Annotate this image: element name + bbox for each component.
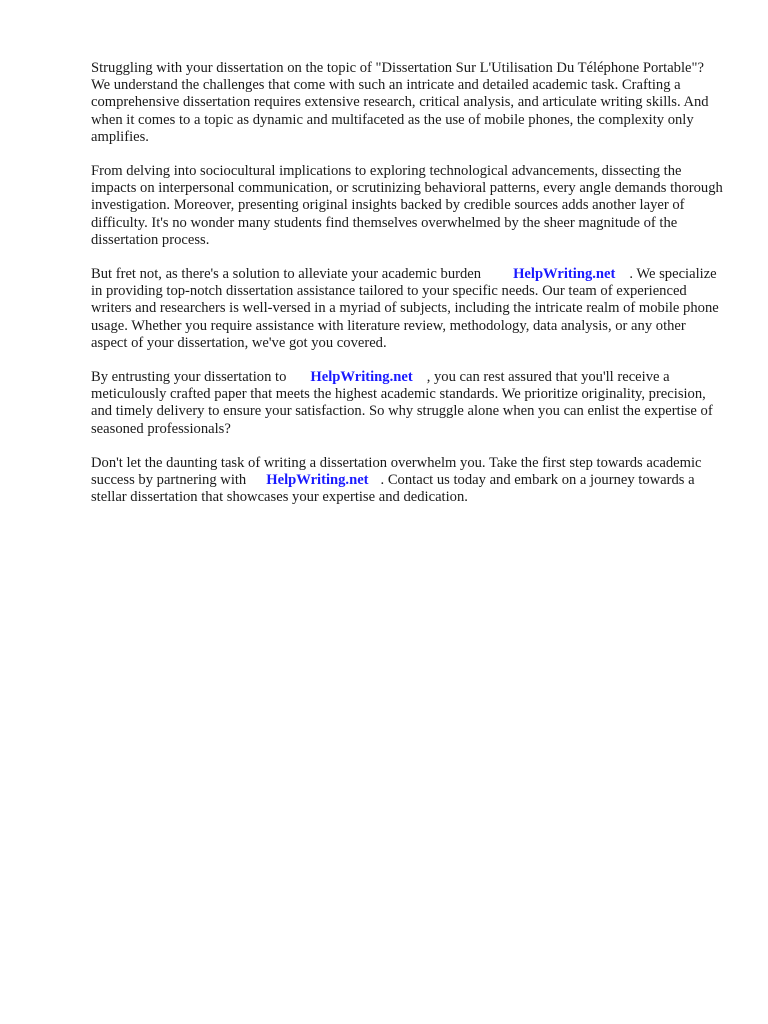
paragraph-entrusting-text-after: , you can rest assured that you'll receive a meticulously crafted paper that meets the highest academic standards. We prioritize originality, precision, and timely delivery to ensure your satisfaction. So why struggle alone when you can enlist the expertise of seasoned professionals?: [91, 369, 713, 437]
paragraph-solution-text-after: . We specialize in providing top-notch dissertation assistance tailored to your specific needs. Our team of experienced writers and researchers is well-versed in a myriad of subjects, including the intricate realm of mobile phone usage. Whether you require assistance with literature review, methodology, data analysis, or any other aspect of your dissertation, we've got you covered.: [91, 266, 719, 351]
paragraph-challenges: From delving into sociocultural implications to exploring technological advancements, dissecting the impacts on interpersonal communication, or scrutinizing behavioral patterns, every angle demands thorough investigation. Moreover, presenting original insights backed by credible sources adds another layer of difficulty. It's no wonder many students find themselves overwhelmed by the sheer magnitude of the dissertation process.: [91, 163, 723, 248]
helpwriting-link-1[interactable]: HelpWriting.net: [513, 266, 616, 283]
paragraph-closing: [91, 455, 725, 507]
paragraph-intro: Struggling with your dissertation on the topic of "Dissertation Sur L'Utilisation Du Téléphone Portable"? We understand the challenges that come with such an intricate and detailed academic task. Crafting a comprehensive dissertation requires extensive research, critical analysis, and articulate writing skills. And when it comes to a topic as dynamic and multifaceted as the use of mobile phones, the complexity only amplifies.: [91, 60, 709, 145]
paragraph-closing-text-before: Don't let the daunting task of writing a dissertation overwhelm you. Take the first step towards academic success by partnering with: [91, 454, 702, 489]
document-body: [91, 60, 725, 523]
helpwriting-link-2[interactable]: HelpWriting.net: [310, 369, 413, 386]
paragraph-entrusting: [91, 369, 725, 438]
paragraph-closing-text-after: . Contact us today and embark on a journey towards a stellar dissertation that showcases your expertise and dedication.: [91, 472, 695, 506]
paragraph-solution: [91, 266, 725, 352]
paragraph-entrusting-text-before: By entrusting your dissertation to: [91, 369, 287, 386]
paragraph-solution-text-before: But fret not, as there's a solution to alleviate your academic burden: [91, 266, 482, 283]
helpwriting-link-3[interactable]: HelpWriting.net: [266, 472, 369, 489]
